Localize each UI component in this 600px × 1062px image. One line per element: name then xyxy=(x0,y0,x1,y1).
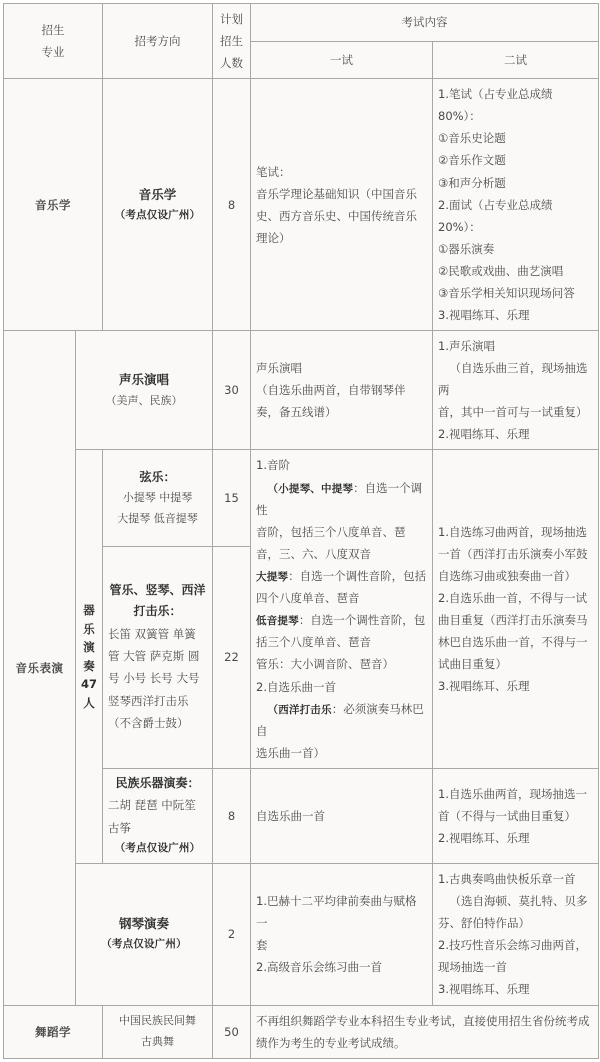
direction-musicology-name: 音乐学 xyxy=(138,186,177,202)
text-line: 1.声乐演唱 xyxy=(438,339,495,354)
vertical-label-char: 人 xyxy=(83,696,95,710)
header-exam-content: 考试内容 xyxy=(251,4,599,42)
direction-dance xyxy=(103,1005,213,1058)
direction-strings-list-0: 小提琴 中提琴 xyxy=(122,491,193,505)
text-line: 大提琴：自选一个调性音阶，包括 xyxy=(256,568,427,583)
text-line: 二胡 琵琶 中阮 xyxy=(108,798,185,813)
direction-folk-note: （考点仅设广州） xyxy=(114,842,201,855)
text-line: 1.巴赫十二平均律前奏曲与赋格一 xyxy=(256,894,417,931)
plan-folk: 8 xyxy=(213,768,251,863)
test2-strings-winds xyxy=(433,450,599,768)
instrumental-group-vertical-label xyxy=(76,450,103,864)
admissions-exam-table xyxy=(3,3,599,1059)
text-line: 笙 古筝 xyxy=(108,798,196,835)
text-line: （自选乐曲两首，自带钢琴伴 xyxy=(256,383,406,398)
direction-piano-name: 钢琴演奏 xyxy=(118,916,169,932)
text-line: 2.技巧性音乐会练习曲两首， xyxy=(438,938,587,953)
text-line: 理论） xyxy=(256,230,291,245)
plan-musicology: 8 xyxy=(213,79,251,331)
plan-dance: 50 xyxy=(213,1005,251,1058)
test2-folk xyxy=(433,768,599,863)
text-line: 声乐演唱 xyxy=(256,361,302,376)
plan-winds: 22 xyxy=(213,546,251,768)
vertical-label-char: 奏 xyxy=(83,658,95,673)
text-line: 选乐曲一首） xyxy=(256,745,325,760)
text-line: 3.视唱练耳、乐理 xyxy=(438,308,530,323)
direction-folk-head: 民族乐器演奏： xyxy=(115,775,200,790)
note-dance xyxy=(251,1005,599,1058)
text-line: 绩作为考生的专业考试成绩。 xyxy=(256,1035,406,1050)
direction-piano-note: （考点仅设广州） xyxy=(101,938,187,951)
table-row-dance xyxy=(4,1005,599,1058)
text-line: 长笛 双簧管 单簧 xyxy=(108,626,196,641)
direction-winds-head-1: 管乐、竖琴、西洋 xyxy=(109,582,206,597)
plan-vocal: 30 xyxy=(213,331,251,450)
header-plan-line2: 招生 xyxy=(220,34,243,49)
header-plan-line3: 人数 xyxy=(220,56,243,71)
emphasis-label: 低音提琴 xyxy=(256,615,299,628)
table-row-strings xyxy=(4,450,599,546)
plan-piano: 2 xyxy=(213,864,251,1005)
table-header-row-1 xyxy=(4,4,599,42)
direction-winds-list xyxy=(108,623,207,735)
direction-vocal xyxy=(76,331,213,450)
emphasis-label: （小提琴、中提琴 xyxy=(267,482,354,495)
table-row-piano xyxy=(4,864,599,1005)
text-line: 管 大管 萨克斯 圆 xyxy=(108,649,200,664)
direction-strings-list-1: 大提琴 低音提琴 xyxy=(117,511,198,525)
direction-dance-line-1: 古典舞 xyxy=(141,1034,174,1048)
text-line: 竖琴 xyxy=(108,693,131,708)
text-line: 1.自选乐曲两首，现场抽选一 xyxy=(438,786,587,801)
text-line: 号 小号 长号 大号 xyxy=(108,671,200,686)
vertical-label-char: 乐 xyxy=(83,621,95,636)
plan-strings: 15 xyxy=(213,450,251,546)
text-line: 奏，备五线谱） xyxy=(256,405,337,420)
major-musicology: 音乐学 xyxy=(4,79,103,331)
text-line: 现场抽选一首 xyxy=(438,960,507,975)
vertical-label-char: 47 xyxy=(81,677,98,692)
direction-strings xyxy=(103,450,213,546)
emphasis-label: 大提琴 xyxy=(256,570,289,583)
text-line: 林巴自选乐曲一首，不得与一 xyxy=(438,635,588,650)
text-line: 1.笔试（占专业总成绩 xyxy=(438,87,553,102)
text-line: 2.自选乐曲一首 xyxy=(256,679,336,694)
text-line: 试曲目重复） xyxy=(438,657,507,672)
direction-vocal-note: （美声、民族） xyxy=(105,394,183,408)
text-line: 一首（西洋打击乐演奏小军鼓 xyxy=(438,546,588,561)
direction-winds-head-2: 打击乐： xyxy=(133,604,182,619)
text-line: 2.高级音乐会练习曲一首 xyxy=(256,960,382,975)
test1-musicology xyxy=(251,79,433,331)
text-line: 史、西方音乐史、中国传统音乐 xyxy=(256,208,417,223)
text-line: 音，三、六、八度双音 xyxy=(256,546,371,561)
text-line: 括三个八度单音、琶音 xyxy=(256,635,371,650)
header-major xyxy=(4,4,103,79)
test1-strings-winds xyxy=(251,450,433,768)
text-line: （自选乐曲三首，现场抽选两 xyxy=(438,361,588,398)
text-line: 2.面试（占专业总成绩 xyxy=(438,197,553,212)
major-music-performance: 音乐表演 xyxy=(4,331,76,1005)
text-line: ③音乐学相关知识现场问答 xyxy=(438,285,575,300)
header-test-first: 一试 xyxy=(251,41,433,79)
text-line: 低音提琴：自选一个调性音阶，包 xyxy=(256,613,426,628)
header-major-line2: 专业 xyxy=(41,45,65,60)
text-line: 自选乐曲一首 xyxy=(256,808,325,823)
text-line: （西洋打击乐：必须演奏马林巴自 xyxy=(256,701,424,738)
text-line: ①器乐演奏 xyxy=(438,241,495,256)
test1-vocal xyxy=(251,331,433,450)
text-line: 2.自选乐曲一首，不得与一试 xyxy=(438,591,587,606)
vertical-label-char: 器 xyxy=(83,602,95,617)
text-line: ①音乐史论题 xyxy=(438,131,506,146)
text-line: 套 xyxy=(256,938,268,953)
direction-musicology-note: （考点仅设广州） xyxy=(114,208,201,221)
direction-vocal-name: 声乐演唱 xyxy=(118,372,169,388)
text-line: （小提琴、中提琴：自选一个调性 xyxy=(256,480,423,517)
text-line: 1.音阶 xyxy=(256,458,290,473)
text-line: 3.视唱练耳、乐理 xyxy=(438,982,530,997)
direction-folk-list xyxy=(108,794,207,839)
text-line: ②民歌或戏曲、曲艺演唱 xyxy=(438,263,564,278)
text-line: 自选练习曲或独奏曲一首） xyxy=(438,569,576,584)
header-test-second: 二试 xyxy=(433,41,599,79)
direction-strings-head: 弦乐： xyxy=(139,470,176,485)
header-plan-line1: 计划 xyxy=(220,12,243,26)
test1-folk xyxy=(251,768,433,863)
test2-musicology xyxy=(433,79,599,331)
direction-piano xyxy=(76,864,213,1005)
text-line: ③和声分析题 xyxy=(438,175,506,190)
text-line: 首（不得与一试曲目重复） xyxy=(438,808,576,823)
text-line: 爵士鼓） xyxy=(142,716,189,731)
direction-winds xyxy=(103,546,213,768)
text-line: 音乐学理论基础知识（中国音乐 xyxy=(256,186,417,201)
text-line: 音阶，包括三个八度单音、琶 xyxy=(256,524,406,539)
text-line: 2.视唱练耳、乐理 xyxy=(438,831,530,845)
direction-folk xyxy=(103,768,213,863)
emphasis-label: （西洋打击乐 xyxy=(267,703,332,716)
table-row-musicology xyxy=(4,79,599,331)
header-direction: 招考方向 xyxy=(103,4,213,79)
major-dance: 舞蹈学 xyxy=(4,1005,103,1058)
text-line: 芬、舒伯特作品） xyxy=(438,916,530,931)
text-line: 首，其中一首可与一试重复） xyxy=(438,405,588,420)
header-major-line1: 招生 xyxy=(41,23,65,38)
text-line: （选自海顿、莫扎特、贝多 xyxy=(449,894,588,909)
text-line: 曲目重复（西洋打击乐演奏马 xyxy=(438,613,588,628)
text-line: 3.视唱练耳、乐理 xyxy=(438,679,530,694)
direction-dance-line-0: 中国民族民间舞 xyxy=(119,1014,196,1028)
direction-musicology xyxy=(103,79,213,331)
test2-vocal xyxy=(433,331,599,450)
text-line: 2.视唱练耳、乐理 xyxy=(438,427,530,442)
text-line: 笔试： xyxy=(256,164,291,179)
header-plan-count xyxy=(213,4,251,79)
text-line: 80%）： xyxy=(438,109,481,124)
test1-piano xyxy=(251,864,433,1005)
table-row-vocal xyxy=(4,331,599,450)
vertical-label-char: 演 xyxy=(83,640,95,655)
test2-piano xyxy=(433,864,599,1005)
text-line: 1.古典奏鸣曲快板乐章一首 xyxy=(438,872,576,887)
text-line: 四个八度单音、琶音 xyxy=(256,591,360,606)
text-line: 20%）： xyxy=(438,219,481,234)
text-line: 西洋打击乐（不含 xyxy=(108,693,189,731)
text-line: 1.自选练习曲两首，现场抽选 xyxy=(438,524,587,539)
text-line: 不再组织舞蹈学专业本科招生专业考试，直接使用招生省份统考成 xyxy=(256,1013,590,1028)
text-line: 管乐：大小调音阶、琶音） xyxy=(256,657,394,672)
text-line: ②音乐作文题 xyxy=(438,153,506,168)
